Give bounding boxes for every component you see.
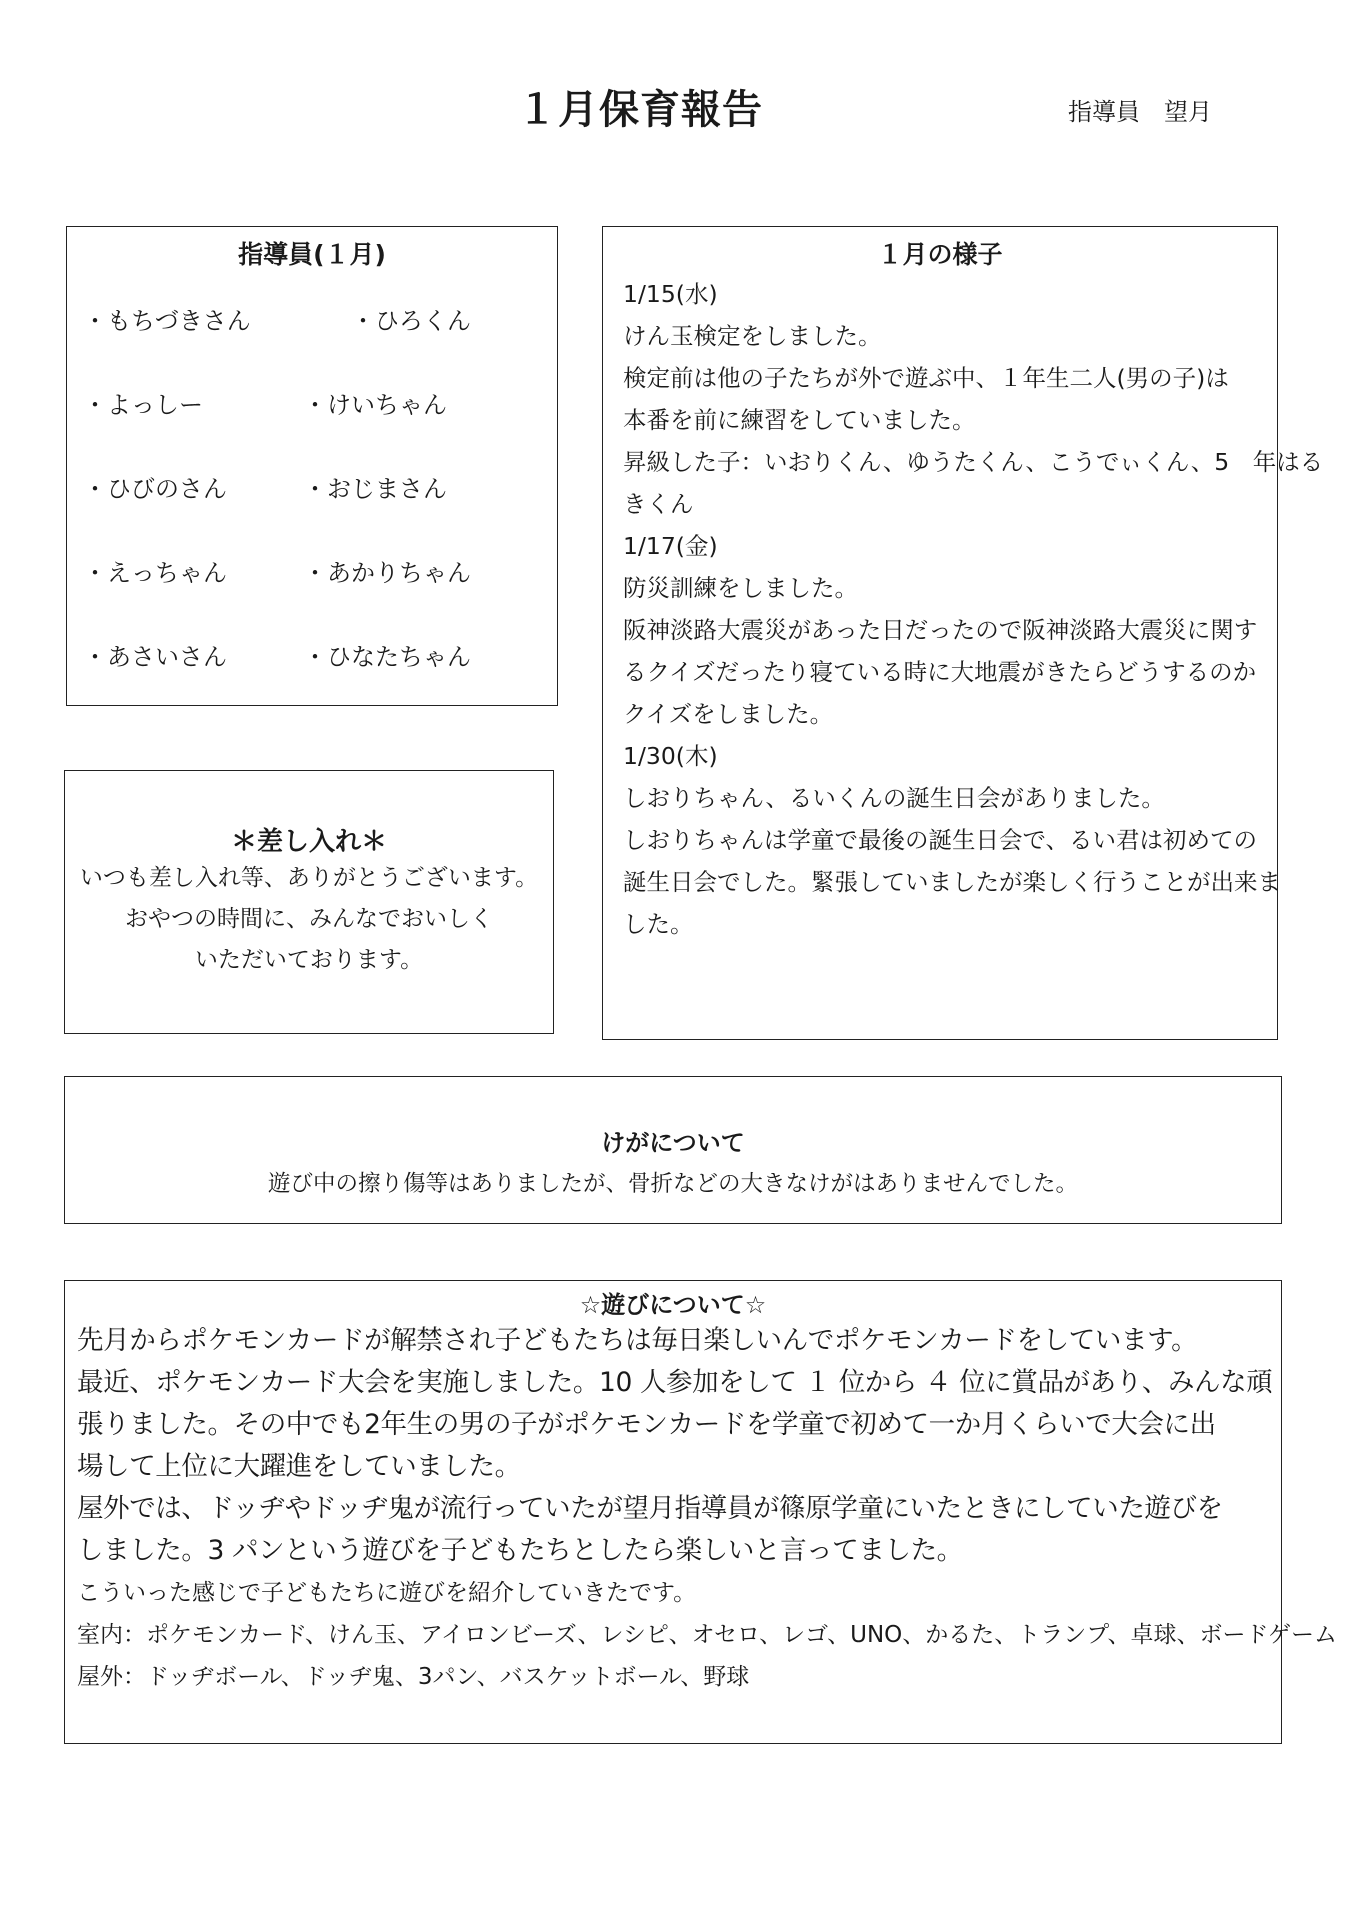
- staff-item: ・もちづきさん: [83, 307, 251, 335]
- play-heading: ☆遊びについて☆: [579, 1291, 767, 1319]
- month-line: 誕生日会でした。緊張していましたが楽しく行うことが出来ま: [623, 868, 1281, 896]
- play-line: しました。3 パンという遊びを子どもたちとしたら楽しいと言ってました。: [77, 1535, 963, 1566]
- injury-text: 遊び中の擦り傷等はありましたが、骨折などの大きなけがはありませんでした。: [267, 1171, 1078, 1197]
- month-line: 防災訓練をしました。: [623, 574, 858, 602]
- month-line: クイズをしました。: [623, 700, 834, 728]
- staff-item: ・あかりちゃん: [303, 559, 471, 587]
- report-title: １月保育報告: [517, 87, 763, 133]
- month-line: 1/30(木): [623, 742, 718, 770]
- play-line: 先月からポケモンカードが解禁され子どもたちは毎日楽しいんでポケモンカードをしています。: [77, 1325, 1198, 1356]
- month-line: しおりちゃん、るいくんの誕生日会がありました。: [623, 784, 1165, 812]
- month-summary-section: [602, 226, 1324, 1040]
- month-line: 1/17(金): [623, 532, 718, 560]
- staff-heading: 指導員(１月): [238, 240, 386, 269]
- play-line: 場して上位に大躍進をしていました。: [77, 1451, 521, 1482]
- injury-section: [64, 1076, 1282, 1224]
- play-line: 最近、ポケモンカード大会を実施しました。10 人参加をして １ 位から ４ 位に賞品があり、みんな頑: [77, 1367, 1273, 1398]
- month-line: 昇級した子：いおりくん、ゆうたくん、こうでぃくん、5 年はる: [623, 448, 1324, 476]
- month-line: 本番を前に練習をしていました。: [623, 406, 976, 434]
- month-line: きくん: [623, 490, 694, 518]
- staff-item: ・あさいさん: [83, 643, 227, 671]
- gifts-line: いただいております。: [194, 947, 424, 973]
- gifts-section: [64, 770, 554, 1034]
- gifts-line: おやつの時間に、みんなでおいしく: [125, 906, 493, 932]
- injury-heading: けがについて: [601, 1129, 745, 1157]
- month-line: るクイズだったり寝ている時に大地震がきたらどうするのか: [623, 658, 1257, 686]
- staff-item: ・おじまさん: [303, 475, 447, 503]
- staff-item: ・ひなたちゃん: [303, 643, 471, 671]
- month-line: 1/15(水): [623, 280, 718, 308]
- play-section: [64, 1280, 1337, 1744]
- play-line: 張りました。その中でも2年生の男の子がポケモンカードを学童で初めて一か月くらいで大会に出: [77, 1409, 1216, 1440]
- staff-item: ・よっしー: [83, 391, 203, 419]
- staff-item: ・ひろくん: [351, 307, 471, 335]
- staff-item: ・ひびのさん: [83, 475, 227, 503]
- play-outdoor-list: 屋外：ドッヂボール、ドッヂ鬼、3パン、バスケットボール、野球: [77, 1664, 750, 1690]
- month-heading: １月の様子: [877, 240, 1003, 269]
- gifts-line: いつも差し入れ等、ありがとうございます。: [79, 865, 539, 891]
- play-line: 屋外では、ドッヂやドッヂ鬼が流行っていたが望月指導員が篠原学童にいたときにしていた遊びを: [77, 1493, 1223, 1524]
- play-indoor-list: 室内：ポケモンカード、けん玉、アイロンビーズ、レシピ、オセロ、レゴ、UNO、かるた、トランプ、卓球、ボードゲーム: [77, 1622, 1337, 1648]
- play-note: こういった感じで子どもたちに遊びを紹介していきたです。: [77, 1580, 697, 1606]
- month-line: した。: [623, 910, 694, 938]
- staff-item: ・えっちゃん: [83, 559, 227, 587]
- month-line: 阪神淡路大震災があった日だったので阪神淡路大震災に関す: [623, 616, 1258, 644]
- staff-section: [66, 226, 558, 706]
- month-line: けん玉検定をしました。: [623, 322, 882, 350]
- staff-item: ・けいちゃん: [303, 391, 447, 419]
- author-name: 指導員 望月: [1068, 98, 1212, 126]
- gifts-heading: ＊差し入れ＊: [230, 827, 387, 857]
- month-line: しおりちゃんは学童で最後の誕生日会で、るい君は初めての: [623, 826, 1258, 854]
- month-line: 検定前は他の子たちが外で遊ぶ中、１年生二人(男の子)は: [623, 364, 1229, 392]
